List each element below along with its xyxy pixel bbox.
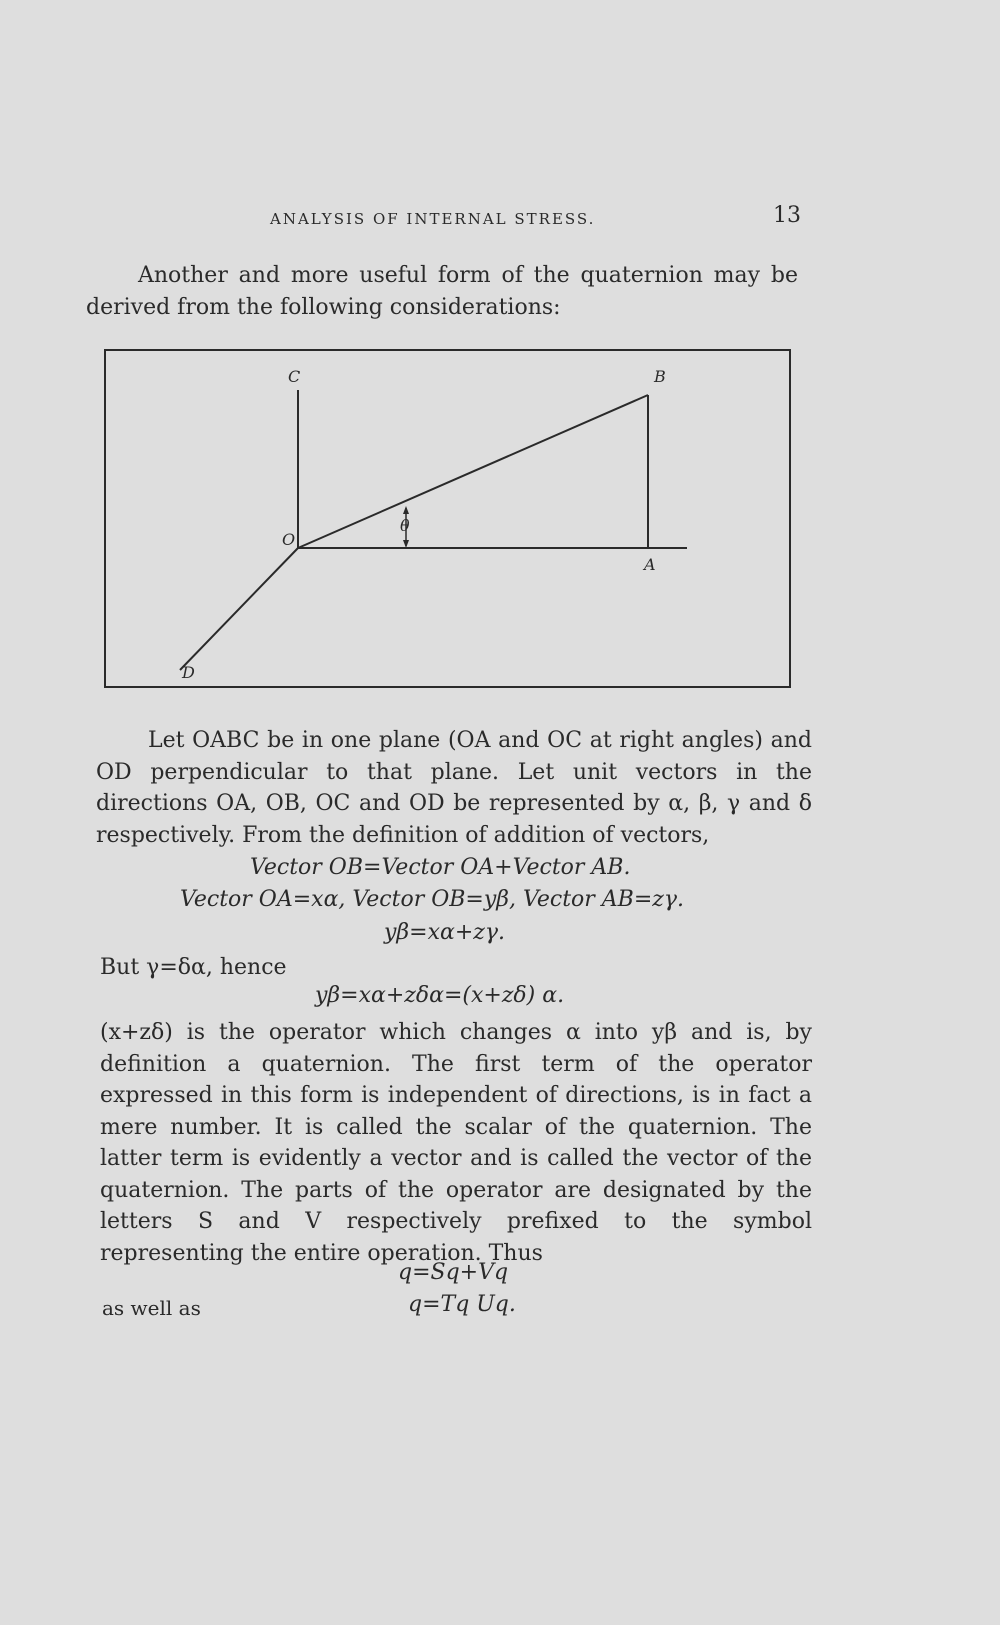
diagram-frame	[105, 350, 790, 687]
line-ob	[298, 395, 648, 548]
but-hence-line: But γ=δα, hence	[100, 955, 287, 980]
equation-6: q=Tq Uq.	[408, 1292, 516, 1317]
equation-5: q=Sq+Vq	[398, 1260, 509, 1285]
vector-diagram	[104, 348, 794, 700]
equation-2: Vector OA=xα, Vector OB=yβ, Vector AB=zγ.	[180, 887, 685, 912]
definitions-text: Let OABC be in one plane (OA and OC at right angles) and OD perpendicular to that plane. Let unit vectors in the directions OA, OB, OC and OD be represented by α, β, γ and δ respectively. From the definition of addition of vectors,	[96, 728, 812, 848]
equation-1: Vector OB=Vector OA+Vector AB.	[250, 855, 631, 880]
label-c: C	[288, 367, 301, 386]
diagram-svg	[104, 348, 794, 700]
intro-text: Another and more useful form of the quaternion may be derived from the following considerations:	[86, 263, 798, 320]
operator-paragraph: (x+zδ) is the operator which changes α into yβ and is, by definition a quaternion. The first term of the operator expressed in this form is independent of directions, is in fact a mere number. It is called the scalar of the quaternion. The latter term is evidently a vector and is called the vector of the quaternion. The parts of the operator are designated by the letters S and V respectively prefixed to the symbol representing the entire operation. Thus	[100, 1020, 812, 1266]
line-od	[180, 548, 298, 670]
label-a: A	[644, 555, 656, 574]
label-b: B	[654, 367, 666, 386]
definitions-paragraph	[96, 725, 812, 851]
intro-paragraph	[86, 260, 798, 323]
label-d: D	[182, 663, 195, 682]
equation-3: yβ=xα+zγ.	[384, 920, 506, 945]
as-well-as-label: as well as	[102, 1296, 201, 1320]
page-number: 13	[773, 203, 801, 228]
running-head: ANALYSIS OF INTERNAL STRESS.	[270, 210, 596, 228]
theta-arrow-down	[403, 540, 409, 548]
label-theta: θ	[400, 516, 410, 535]
label-o: O	[282, 530, 296, 549]
equation-4: yβ=xα+zδα=(x+zδ) α.	[315, 983, 565, 1008]
theta-arrow-up	[403, 506, 409, 514]
